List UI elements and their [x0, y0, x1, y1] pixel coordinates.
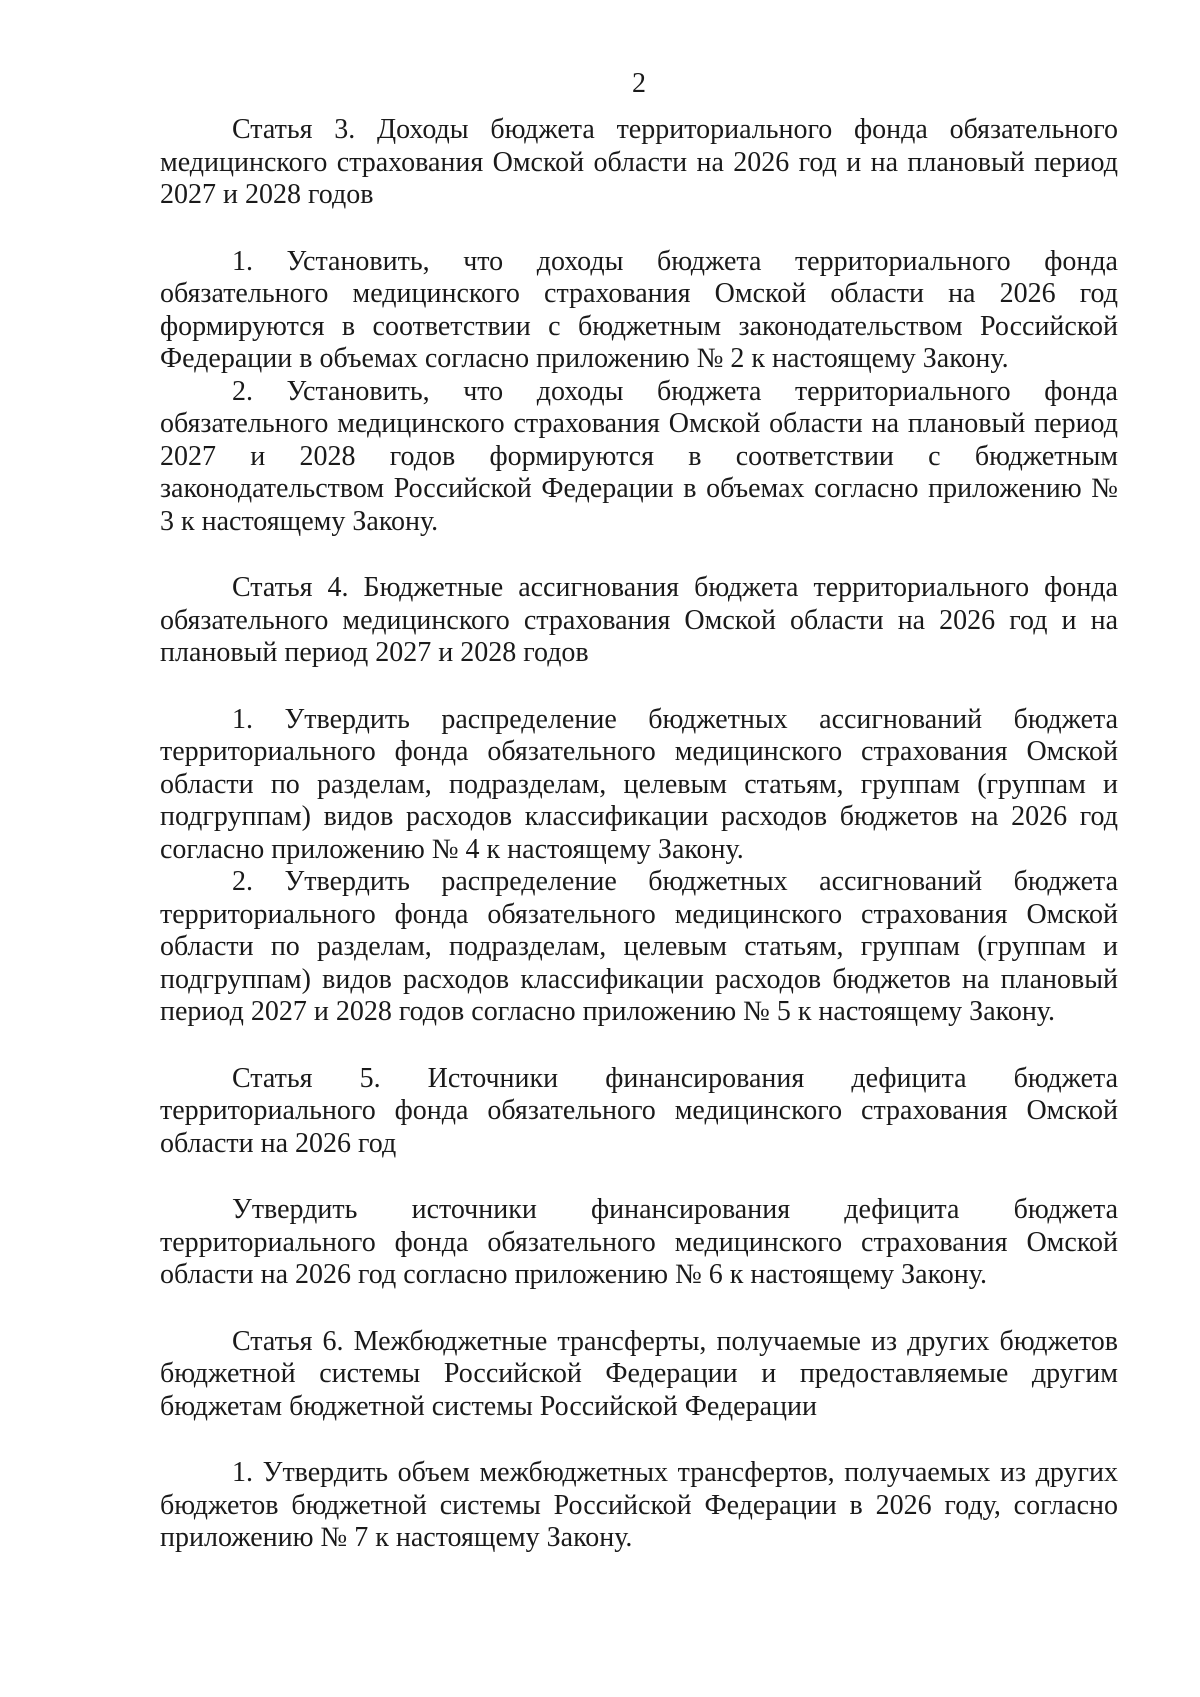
article-3-paragraph-1: 1. Установить, что доходы бюджета территориального фонда обязательного медицинского страхования Омской области на 2026 год формируются в соответствии с бюджетным законодательством Российской Федерации в объемах согласно приложению № 2 к настоящему Закону.	[160, 245, 1118, 374]
article-3-paragraph-2: 2. Установить, что доходы бюджета территориального фонда обязательного медицинского страхования Омской области на плановый период 2027 и 2028 годов формируются в соответствии с бюджетным законодательством Российской Федерации в объемах согласно приложению № 3 к настоящему Закону.	[160, 375, 1118, 537]
document-page	[160, 70, 1118, 1555]
article-5-paragraph-1: Утвердить источники финансирования дефицита бюджета территориального фонда обязательного медицинского страхования Омской области на 2026 год согласно приложению № 6 к настоящему Закону.	[160, 1194, 1118, 1290]
article-6-paragraph-1: 1. Утвердить объем межбюджетных трансфертов, получаемых из других бюджетов бюджетной системы Российской Федерации в 2026 году, согласно приложению № 7 к настоящему Закону.	[160, 1457, 1118, 1553]
article-4-paragraph-2: 2. Утвердить распределение бюджетных ассигнований бюджета территориального фонда обязательного медицинского страхования Омской области по разделам, подразделам, целевым статьям, группам (группам и подгруппам) видов расходов классификации расходов бюджетов на плановый период 2027 и 2028 годов согласно приложению № 5 к настоящему Закону.	[160, 866, 1118, 1027]
article-3-heading: Статья 3. Доходы бюджета территориального фонда обязательного медицинского страхования Омской области на 2026 год и на плановый период 2027 и 2028 годов	[160, 114, 1118, 210]
page-number: 2	[632, 68, 646, 99]
article-4-heading: Статья 4. Бюджетные ассигнования бюджета территориального фонда обязательного медицинского страхования Омской области на 2026 год и на плановый период 2027 и 2028 годов	[160, 572, 1118, 668]
article-4-paragraph-1: 1. Утвердить распределение бюджетных ассигнований бюджета территориального фонда обязательного медицинского страхования Омской области по разделам, подразделам, целевым статьям, группам (группам и подгруппам) видов расходов классификации расходов бюджетов на 2026 год согласно приложению № 4 к настоящему Закону.	[160, 703, 1118, 865]
article-6-heading: Статья 6. Межбюджетные трансферты, получаемые из других бюджетов бюджетной системы Российской Федерации и предоставляемые другим бюджетам бюджетной системы Российской Федерации	[160, 1325, 1118, 1422]
article-5-heading: Статья 5. Источники финансирования дефицита бюджета территориального фонда обязательного медицинского страхования Омской области на 2026 год	[160, 1062, 1118, 1159]
